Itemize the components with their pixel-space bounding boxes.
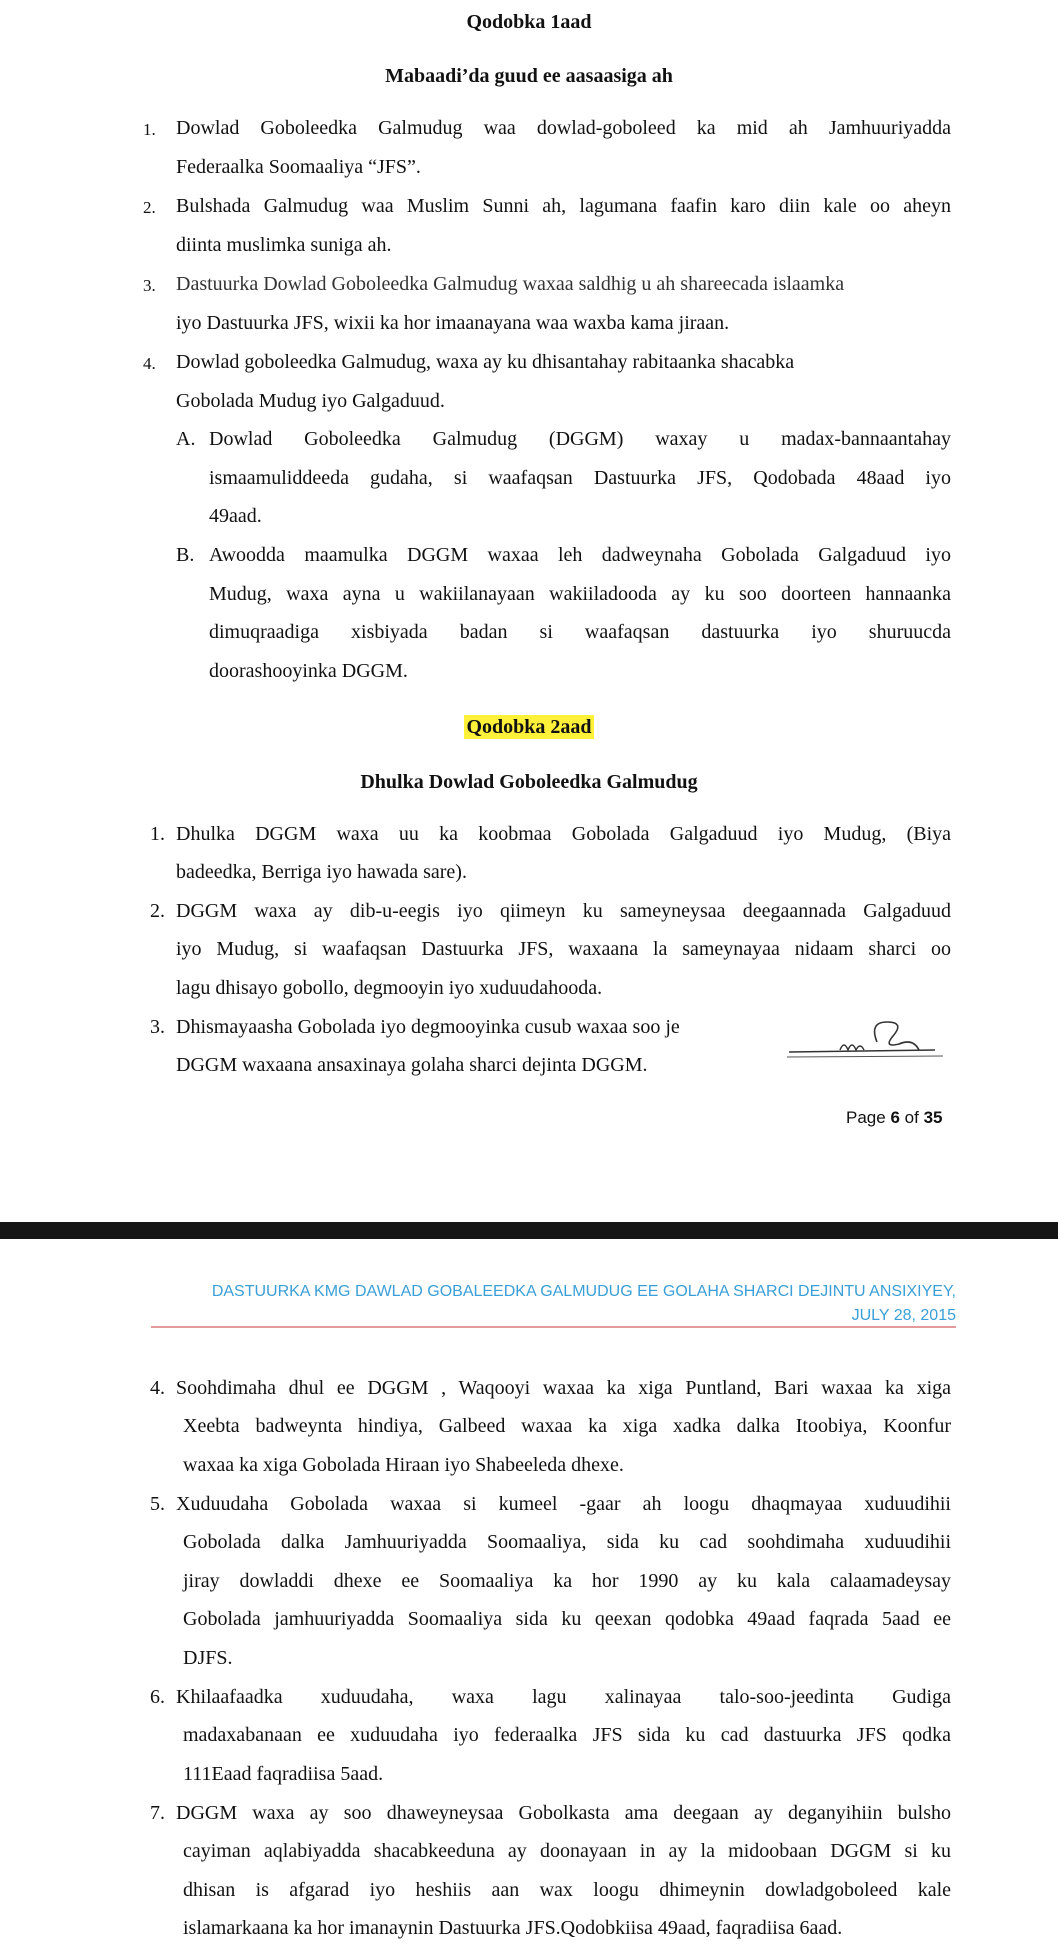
list-item-number: 4.	[143, 354, 156, 373]
sub-item-line: doorashooyinka DGGM.	[209, 660, 408, 682]
header-line-1: DASTUURKA KMG DAWLAD GOBALEEDKA GALMUDUG EE GOLAHA SHARCI DEJINTU ANSIXIYEY,	[211, 1283, 956, 1300]
list-item-number: 4.	[150, 1377, 165, 1399]
list-item-number: 3.	[143, 276, 156, 295]
list-item-line: Dowlad goboleedka Galmudug, waxa ay ku dhisantahay rabitaanka shacabka	[176, 351, 795, 373]
list-item-line: DGGM waxaana ansaxinaya golaha sharci dejinta DGGM.	[176, 1054, 648, 1076]
list-item-number: 3.	[150, 1016, 165, 1038]
list-item-line: badeedka, Berriga iyo hawada sare).	[176, 861, 467, 883]
list-item-line: DGGM waxa ay dib-u-eegis iyo qiimeyn ku sameyneysaa deegaannada Galgaduud	[176, 900, 951, 922]
list-item-number: 5.	[150, 1493, 165, 1515]
article2-title-text: Qodobka 2aad	[466, 716, 592, 738]
list-item-line: diinta muslimka suniga ah.	[176, 234, 392, 256]
list-item-line: Gobolada Mudug iyo Galgaduud.	[176, 390, 445, 412]
page-number	[846, 1106, 942, 1130]
sub-item-line: Awoodda maamulka DGGM waxaa leh dadweynaha Gobolada Galgaduud iyo	[209, 544, 951, 566]
header-line-2: JULY 28, 2015	[851, 1307, 956, 1324]
page-separator	[0, 1222, 1058, 1239]
sub-item-line: Mudug, waxa ayna u wakiilanayaan wakiiladooda ay ku soo doorteen hannaanka	[209, 583, 951, 605]
list-item-line: iyo Dastuurka JFS, wixii ka hor imaanayana waa waxba kama jiraan.	[176, 312, 730, 334]
article1-subtitle: Mabaadi’da guud ee aasaasiga ah	[385, 65, 673, 87]
list-item-line: Dastuurka Dowlad Goboleedka Galmudug waxaa saldhig u ah shareecada islaamka	[176, 273, 845, 295]
header-rule	[151, 1326, 956, 1328]
list-item-line: waxaa ka xiga Gobolada Hiraan iyo Shabeeleda dhexe.	[183, 1454, 624, 1476]
list-item-line: Gobolada jamhuuriyadda Soomaaliya sida ku qeexan qodobka 49aad faqrada 5aad ee	[183, 1608, 951, 1630]
list-item-line: cayiman aqlabiyadda shacabkeeduna ay doonayaan in ay la midoobaan DGGM si ku	[183, 1840, 951, 1862]
list-item-line: islamarkaana ka hor imanaynin Dastuurka JFS.Qodobkiisa 49aad, faqradiisa 6aad.	[183, 1917, 843, 1939]
list-item-number: 6.	[150, 1686, 165, 1708]
list-item-number: 1.	[150, 823, 165, 845]
list-item-line: Xeebta badweynta hindiya, Galbeed waxaa ka xiga xadka dalka Itoobiya, Koonfur	[183, 1415, 951, 1437]
list-item-line: 111Eaad faqradiisa 5aad.	[183, 1763, 384, 1785]
list-item-line: DJFS.	[183, 1647, 233, 1669]
signature-mark	[785, 1012, 945, 1067]
list-item-line: Dhismayaasha Gobolada iyo degmooyinka cusub waxaa soo je	[176, 1016, 680, 1038]
list-item-number: 7.	[150, 1802, 165, 1824]
list-item-line: Dowlad Goboleedka Galmudug waa dowlad-goboleed ka mid ah Jamhuuriyadda	[176, 117, 951, 139]
list-item-line: Khilaafaadka xuduudaha, waxa lagu xalinayaa talo-soo-jeedinta Gudiga	[176, 1686, 951, 1708]
article2-title	[0, 715, 1058, 739]
page-current: 6	[890, 1108, 900, 1127]
list-item-line: Federaalka Soomaaliya “JFS”.	[176, 156, 421, 178]
list-item-line: lagu dhisayo gobollo, degmooyin iyo xuduudahooda.	[176, 977, 603, 999]
list-item-number: 2.	[150, 900, 165, 922]
article2-subtitle: Dhulka Dowlad Goboleedka Galmudug	[360, 771, 698, 793]
list-item-line: dhisan is afgarad iyo heshiis aan wax loogu dhimeynin dowladgoboleed kale	[183, 1879, 951, 1901]
list-item-line: DGGM waxa ay soo dhaweyneysaa Gobolkasta ama deegaan ay deganyihiin bulsho	[176, 1802, 951, 1824]
sub-item-line: 49aad.	[209, 505, 262, 527]
list-item-line: iyo Mudug, si waafaqsan Dastuurka JFS, waxaana la sameynayaa nidaam sharci oo	[176, 938, 951, 960]
list-item-line: Gobolada dalka Jamhuuriyadda Soomaaliya, sida ku cad soohdimaha xuduudihii	[183, 1531, 951, 1553]
list-item-line: Dhulka DGGM waxa uu ka koobmaa Gobolada Galgaduud iyo Mudug, (Biya	[176, 823, 951, 845]
page-label: Page	[846, 1108, 886, 1127]
list-item-number: 1.	[143, 120, 156, 139]
list-item-line: madaxabanaan ee xuduudaha iyo federaalka JFS sida ku cad dastuurka JFS qodka	[183, 1724, 951, 1746]
list-item-number: 2.	[143, 198, 156, 217]
sub-item-line: Dowlad Goboleedka Galmudug (DGGM) waxay u madax-bannaantahay	[209, 428, 951, 450]
list-item-line: Soohdimaha dhul ee DGGM , Waqooyi waxaa ka xiga Puntland, Bari waxaa ka xiga	[176, 1377, 951, 1399]
list-item-line: Bulshada Galmudug waa Muslim Sunni ah, lagumana faafin karo diin kale oo aheyn	[176, 195, 951, 217]
page-of: of	[904, 1108, 919, 1127]
sub-item-letter: A.	[176, 428, 196, 450]
list-item-line: Xuduudaha Gobolada waxaa si kumeel -gaar ah loogu dhaqmayaa xuduudihii	[176, 1493, 951, 1515]
article1-title: Qodobka 1aad	[466, 11, 592, 33]
sub-item-letter: B.	[176, 544, 195, 566]
sub-item-line: dimuqraadiga xisbiyada badan si waafaqsan dastuurka iyo shuruucda	[209, 621, 951, 643]
page-total: 35	[923, 1108, 943, 1127]
list-item-line: jiray dowladdi dhexe ee Soomaaliya ka hor 1990 ay ku kala calaamadeysay	[183, 1570, 951, 1592]
sub-item-line: ismaamuliddeeda gudaha, si waafaqsan Dastuurka JFS, Qodobada 48aad iyo	[209, 467, 951, 489]
